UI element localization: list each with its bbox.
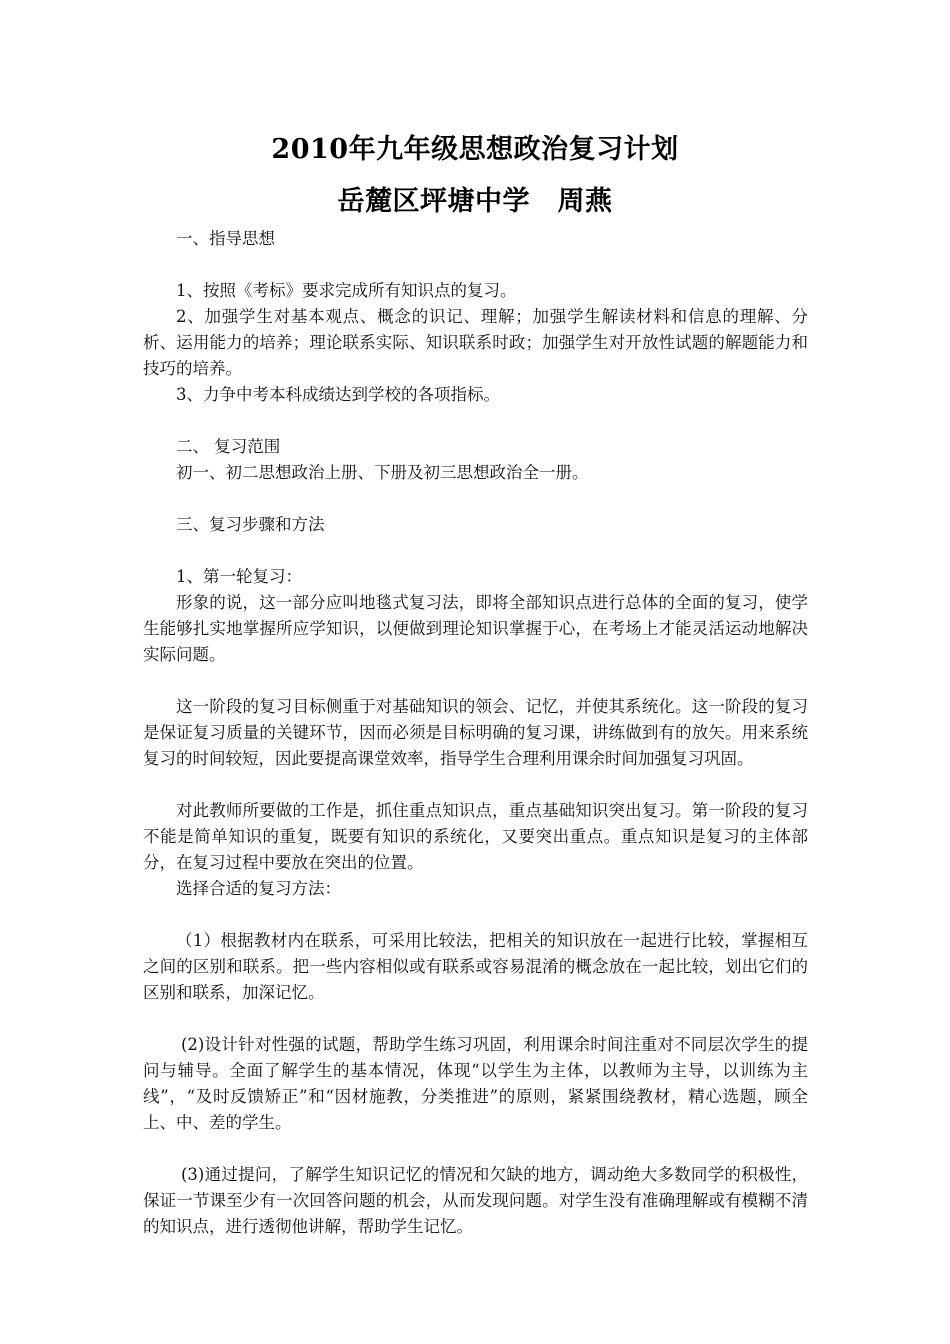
- first-round-heading: 1、第一轮复习：: [176, 567, 302, 586]
- section-heading-steps: 三、复习步骤和方法: [176, 515, 325, 534]
- blank-line: [143, 902, 808, 928]
- document-subtitle: 岳麓区坪塘中学 周燕: [337, 186, 613, 217]
- blank-line: [143, 252, 808, 278]
- guiding-point-2: 2、加强学生对基本观点、概念的识记、理解；加强学生解读材料和信息的理解、分析、运用能力的培养；理论联系实际、知识联系时政；加强学生对开放性试题的解题能力和技巧的培养。: [143, 307, 808, 378]
- section-heading-guiding-idea: 一、指导思想: [176, 229, 275, 248]
- guiding-point-3: 3、力争中考本科成绩达到学校的各项指标。: [176, 385, 500, 404]
- scope-text: 初一、初二思想政治上册、下册及初三思想政治全一册。: [176, 463, 589, 482]
- first-round-description: 形象的说，这一部分应叫地毯式复习法，即将全部知识点进行总体的全面的复习，使学生能够扎实地掌握所应学知识，以便做到理论知识掌握于心，在考场上才能灵活运动地解决实际问题。: [143, 593, 808, 664]
- blank-line: [143, 668, 808, 694]
- stage-goal-paragraph: 这一阶段的复习目标侧重于对基础知识的领会、记忆，并使其系统化。这一阶段的复习是保证复习质量的关键环节，因而必须是目标明确的复习课，讲练做到有的放矢。用来系统复习的时间较短，因此要提高课堂效率，指导学生合理利用课余时间加强复习巩固。: [143, 697, 808, 768]
- method-2-paragraph: (2)设计针对性强的试题，帮助学生练习巩固，利用课余时间注重对不同层次学生的提问与辅导。全面了解学生的基本情况，体现“以学生为主体，以教师为主导，以训练为主线”，“及时反馈矫正”和“因材施教，分类推进”的原则，紧紧围绕教材，精心选题，顾全上、中、差的学生。: [143, 1035, 808, 1132]
- method-heading: 选择合适的复习方法：: [176, 879, 341, 898]
- document-title: 2010年九年级思想政治复习计划: [271, 134, 679, 165]
- method-3-paragraph: (3)通过提问，了解学生知识记忆的情况和欠缺的地方，调动绝大多数同学的积极性，保证一节课至少有一次回答问题的机会，从而发现问题。对学生没有准确理解或有模糊不清的知识点，进行透彻他讲解，帮助学生记忆。: [143, 1165, 808, 1236]
- guiding-point-1: 1、按照《考标》要求完成所有知识点的复习。: [176, 281, 517, 300]
- section-heading-scope: 二、 复习范围: [176, 437, 281, 456]
- blank-line: [143, 538, 808, 564]
- blank-line: [143, 408, 808, 434]
- method-1-paragraph: （1）根据教材内在联系，可采用比较法，把相关的知识放在一起进行比较，掌握相互之间的区别和联系。把一些内容相似或有联系或容易混淆的概念放在一起比较，划出它们的区别和联系，加深记忆。: [143, 931, 808, 1002]
- blank-line: [143, 772, 808, 798]
- blank-line: [143, 1136, 808, 1162]
- document-body: [143, 226, 808, 1240]
- blank-line: [143, 486, 808, 512]
- blank-line: [143, 1006, 808, 1032]
- teacher-work-paragraph: 对此教师所要做的工作是，抓住重点知识点，重点基础知识突出复习。第一阶段的复习不能是简单知识的重复，既要有知识的系统化，又要突出重点。重点知识是复习的主体部分，在复习过程中要放在突出的位置。: [143, 801, 808, 872]
